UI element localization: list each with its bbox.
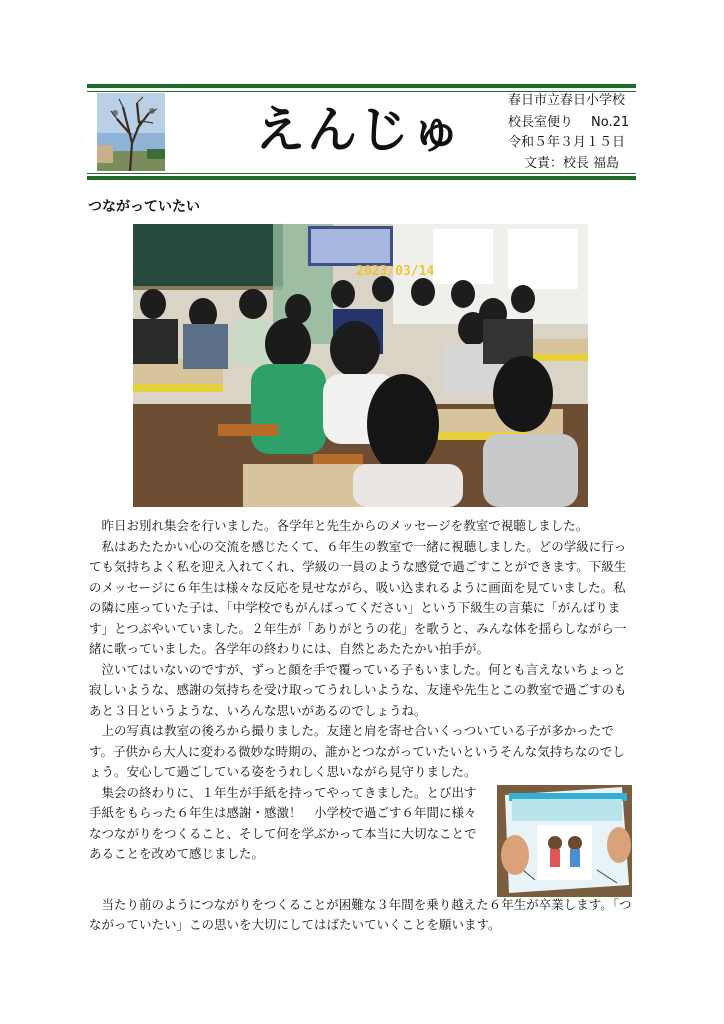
newsletter-issue-line — [508, 114, 629, 132]
school-name: 春日市立春日小学校 — [508, 93, 626, 108]
newsletter-title: えんじゅ — [255, 100, 463, 159]
header-rule-bottom-thin — [87, 173, 636, 174]
header-rule-top-thick — [87, 84, 636, 88]
article-paragraph: 当たり前のようにつながりをつくることが困難な３年間を乗り越えた６年生が卒業します。「つながっていたい」この思いを大切にしてはばたいていくことを願います。 — [89, 896, 632, 932]
article-paragraph: 私はあたたかい心の交流を感じたくて、６年生の教室で一緒に視聴しました。どの学級に行っても気持ちよく私を迎え入れてくれ、学級の一員のような感覚で過ごすことができます。下級生のメッセージに６年生は様々な反応を見せながら、吸い込まれるように画面を見ていました。私の隣に座っていた子は、「中学校でもがんばってください」という下級生の言葉に「がんばります」とつぶやいていました。２年生が「ありがとうの花」を歌うと、みんな体を揺らしながら一緒に歌っていました。各学年の終わりには、自然とあたたかい拍手が。 — [89, 538, 627, 656]
article-paragraph: 昨日お別れ集会を行いました。各学年と先生からのメッセージを教室で視聴しました。 — [101, 518, 589, 533]
author-credit: 文責：校長 福島 — [524, 156, 620, 171]
article-paragraph: 上の写真は教室の後ろから撮りました。友達と肩を寄せ合いくっついている子が多かったです。子供から大人に変わる微妙な時期の、誰かとつながっていたいというそんな気持ちなのでしょう。安心して過ごしている姿をうれしく思いながら見守りました。 — [89, 723, 625, 779]
article-paragraph: 集会の終わりに、１年生が手紙を持ってやってきました。とび出す手紙をもらった６年生は感謝・感激！ 小学校で過ごす６年間に様々なつながりをつくること、そして何を学ぶかって本当に大切なことであることを改めて感じました。 — [89, 784, 477, 861]
issue-date: 令和５年３月１５日 — [508, 135, 626, 150]
header-rule-bottom-thick — [87, 176, 636, 180]
article-heading: つながっていたい — [88, 199, 200, 215]
tree-photo — [97, 93, 165, 171]
letter-photo — [497, 785, 632, 897]
newsletter-name: 校長室便り — [508, 115, 574, 130]
issue-number: No.21 — [591, 115, 630, 130]
article-paragraph: 泣いてはいないのですが、ずっと顔を手で覆っている子もいました。何とも言えないちょっと寂しいような、感謝の気持ちを受け取ってうれしいような、友達や先生とこの教室で過ごすのもあと３日というような、いろんな思いがあるのでしょうね。 — [89, 661, 627, 718]
photo-date-stamp: 2023/03/14 — [356, 264, 435, 279]
